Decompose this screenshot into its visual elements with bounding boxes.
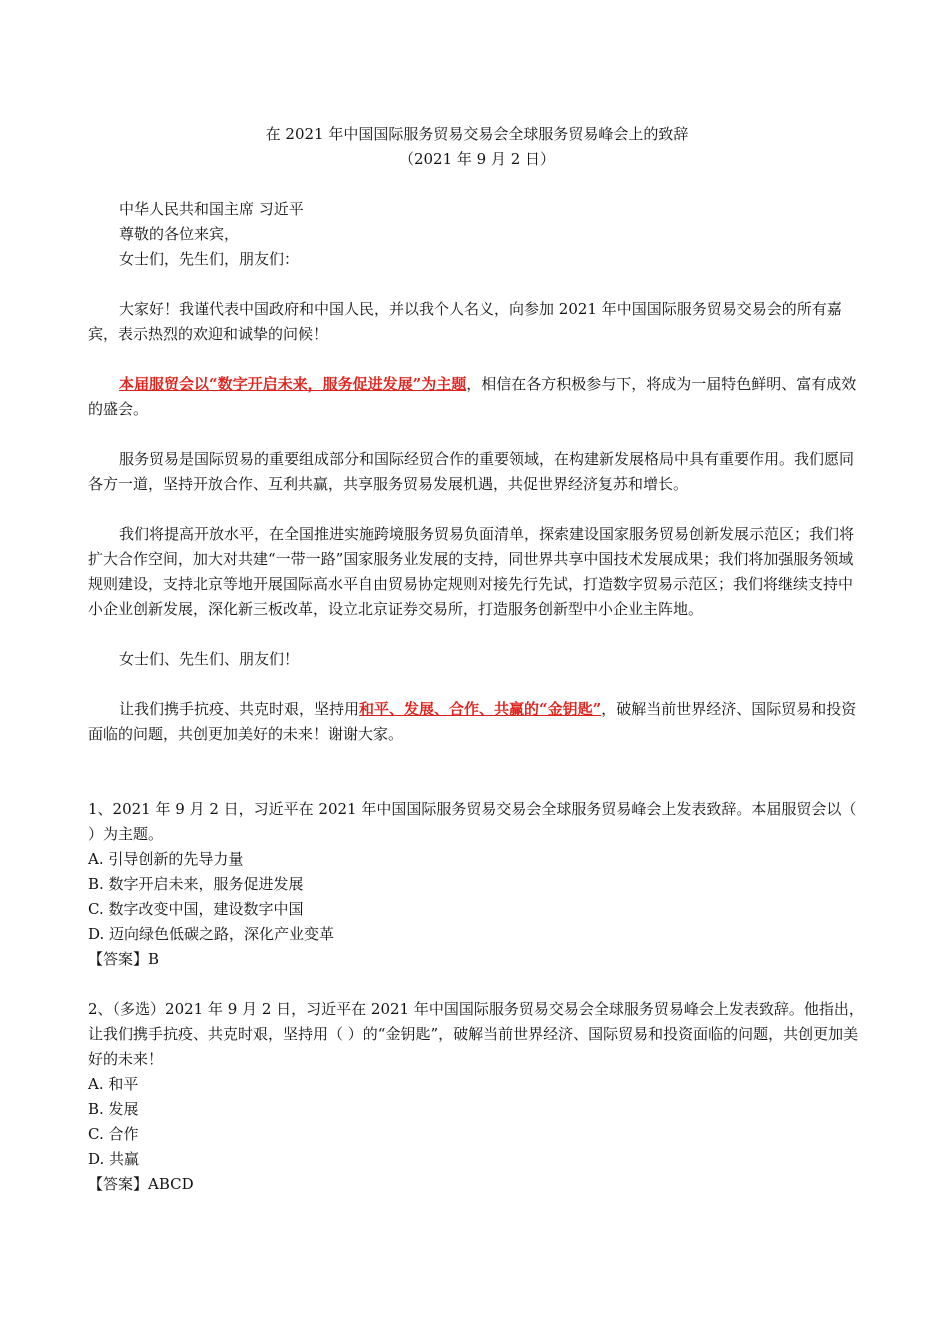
option-d: D. 共赢: [88, 1150, 140, 1168]
document-date: （2021 年 9 月 2 日）: [398, 150, 556, 168]
option-c: C. 合作: [88, 1125, 139, 1143]
question-stem: 1、2021 年 9 月 2 日，习近平在 2021 年中国国际服务贸易交易会全球服务贸易峰会上发表致辞。本届服贸会以（ ）为主题。: [88, 800, 857, 843]
option-b: B. 发展: [88, 1100, 139, 1118]
option-b: B. 数字开启未来，服务促进发展: [88, 875, 304, 893]
paragraph-commitments: 我们将提高开放水平，在全国推进实施跨境服务贸易负面清单，探索建设国家服务贸易创新发展示范区；我们将扩大合作空间，加大对共建“一带一路”国家服务业发展的支持，同世界共享中国技术发展成果；我们将加强服务领域规则建设，支持北京等地开展国际高水平自由贸易协定规则对接先行先试，打造数字贸易示范区；我们将继续支持中小企业创新发展，深化新三板改革，设立北京证券交易所，打造服务创新型中小企业主阵地。: [88, 525, 855, 618]
question-2: [88, 997, 866, 1197]
option-c: C. 数字改变中国，建设数字中国: [88, 900, 304, 918]
answer: 【答案】B: [88, 950, 160, 968]
greeting-guests: 尊敬的各位来宾，: [119, 225, 240, 243]
paragraph-closing: [88, 697, 866, 747]
paragraph-theme: [88, 372, 866, 422]
answer: 【答案】ABCD: [88, 1175, 194, 1193]
golden-key-highlight: 和平、发展、合作、共赢的“金钥匙”: [359, 700, 602, 718]
question-1: [88, 797, 866, 972]
paragraph-service-trade: 服务贸易是国际贸易的重要组成部分和国际经贸合作的重要领域，在构建新发展格局中具有重要作用。我们愿同各方一道，坚持开放合作、互利共赢，共享服务贸易发展机遇，共促世界经济复苏和增长。: [88, 450, 855, 493]
question-stem: 2、（多选）2021 年 9 月 2 日，习近平在 2021 年中国国际服务贸易交易会全球服务贸易峰会上发表致辞。他指出，让我们携手抗疫、共克时艰，坚持用（ ）的“金钥匙”，破解当前世界经济、国际贸易和投资面临的问题，共创更加美好的未来！: [88, 1000, 864, 1068]
closing-start: 让我们携手抗疫、共克时艰，坚持用: [119, 700, 360, 718]
option-a: A. 和平: [88, 1075, 139, 1093]
theme-highlight: 本届服贸会以“数字开启未来，服务促进发展”为主题: [119, 375, 467, 393]
greeting-audience: 女士们，先生们，朋友们：: [119, 250, 300, 268]
document-title: 在 2021 年中国国际服务贸易交易会全球服务贸易峰会上的致辞: [265, 125, 689, 143]
option-d: D. 迈向绿色低碳之路，深化产业变革: [88, 925, 335, 943]
paragraph-welcome: 大家好！我谨代表中国政府和中国人民，并以我个人名义，向参加 2021 年中国国际服务贸易交易会的所有嘉宾，表示热烈的欢迎和诚挚的问候！: [88, 300, 842, 343]
paragraph-address: 女士们、先生们、朋友们！: [119, 650, 300, 668]
speaker-line: 中华人民共和国主席 习近平: [119, 200, 304, 218]
document-body: [88, 122, 866, 1197]
theme-rest: ，相信在各方积极参与下，将成为一届特色鲜明、富有成效的盛会。: [88, 375, 857, 418]
option-a: A. 引导创新的先导力量: [88, 850, 244, 868]
closing-rest: ，破解当前世界经济、国际贸易和投资面临的问题，共创更加美好的未来！谢谢大家。: [88, 700, 857, 743]
